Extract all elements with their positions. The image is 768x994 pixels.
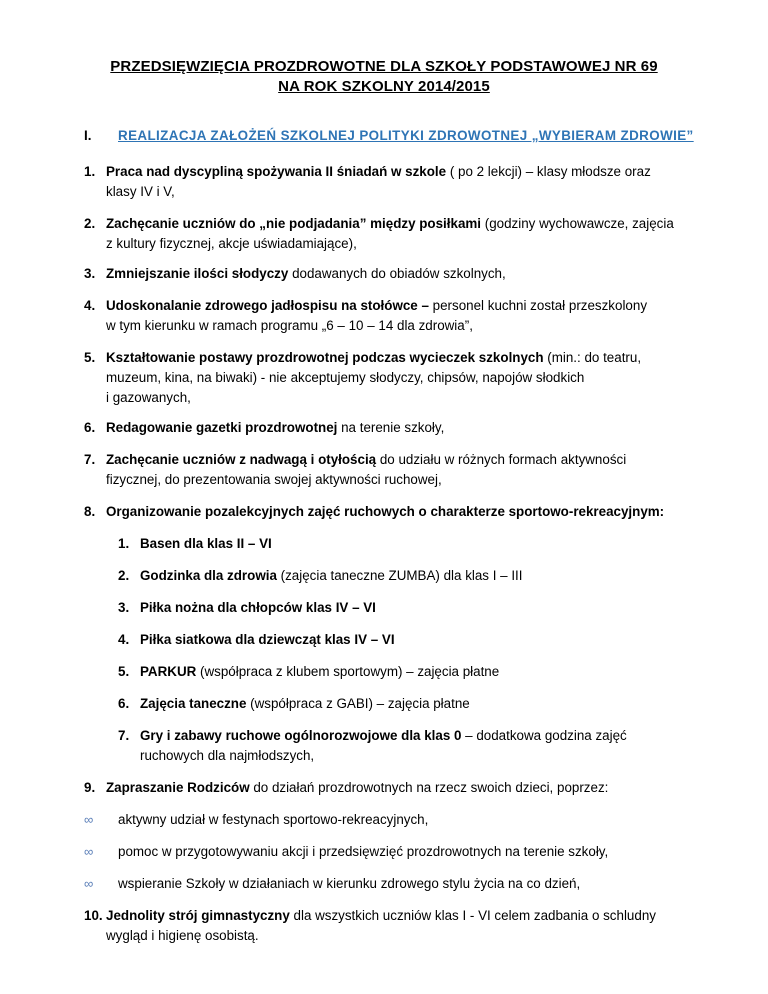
sub-item-bold-text: Piłka nożna dla chłopców klas IV – VI (140, 600, 376, 615)
infinity-bullet-icon: ∞ (84, 844, 94, 859)
sub-item-text-line2: ruchowych dla najmłodszych, (140, 748, 315, 763)
list-item-1 (84, 162, 724, 202)
sub-item-text: (zajęcia taneczne ZUMBA) dla klas I – III (276, 568, 523, 583)
list-item-5 (84, 348, 724, 408)
infinity-bullet-icon: ∞ (84, 812, 94, 827)
item-bold-text: Udoskonalanie zdrowego jadłospisu na stołówce – (106, 298, 429, 313)
section-heading (84, 128, 694, 143)
item-bold-text: Organizowanie pozalekcyjnych zajęć ruchowych o charakterze sportowo-rekreacyjnym: (106, 504, 665, 519)
sub-item-number: 7. (118, 728, 130, 743)
item-number: 10. (84, 908, 103, 923)
item-text: na terenie szkoły, (337, 420, 445, 435)
sub-item-bold-text: Basen dla klas II – VI (140, 536, 272, 551)
infinity-bullet-icon: ∞ (84, 876, 94, 891)
sub-item-bold-text: Zajęcia taneczne (140, 696, 247, 711)
list-item-8 (84, 502, 724, 522)
bullet-text: pomoc w przygotowywaniu akcji i przedsięwzięć prozdrowotnych na terenie szkoły, (118, 844, 609, 859)
sub-item-bold-text: Gry i zabawy ruchowe ogólnorozwojowe dla klas 0 (140, 728, 462, 743)
item-bold-text: Zmniejszanie ilości słodyczy (106, 266, 289, 281)
sub-item-6 (118, 694, 698, 714)
item-text: do działań prozdrowotnych na rzecz swoich dzieci, poprzez: (249, 780, 609, 795)
item-text-line2: wygląd i higienę osobistą. (106, 928, 259, 943)
section-number: I. (84, 128, 92, 143)
sub-item-number: 6. (118, 696, 130, 711)
item-text: personel kuchni został przeszkolony (428, 298, 648, 313)
item-number: 4. (84, 298, 96, 313)
item-text-line2: w tym kierunku w ramach programu „6 – 10 – 14 dla zdrowia”, (106, 318, 473, 333)
title-line-1: PRZEDSIĘWZIĘCIA PROZDROWOTNE DLA SZKOŁY PODSTAWOWEJ NR 69 (110, 58, 658, 75)
bullet-item-2 (84, 842, 724, 862)
item-bold-text: Kształtowanie postawy prozdrowotnej podczas wycieczek szkolnych (106, 350, 544, 365)
item-text: (min.: do teatru, (543, 350, 642, 365)
sub-item-2 (118, 566, 698, 586)
item-text-line2: muzeum, kina, na biwaki) - nie akceptujemy słodyczy, chipsów, napojów słodkich (106, 370, 585, 385)
item-text-line2: fizycznej, do prezentowania swojej aktywności ruchowej, (106, 472, 442, 487)
item-bold-text: Praca nad dyscypliną spożywania II śniadań w szkole (106, 164, 447, 179)
sub-item-number: 4. (118, 632, 130, 647)
sub-item-number: 1. (118, 536, 130, 551)
list-item-4 (84, 296, 724, 336)
list-item-7 (84, 450, 724, 490)
sub-item-bold-text: Godzinka dla zdrowia (140, 568, 277, 583)
item-text: dodawanych do obiadów szkolnych, (288, 266, 506, 281)
sub-item-7 (118, 726, 698, 766)
item-bold-text: Redagowanie gazetki prozdrowotnej (106, 420, 338, 435)
list-item-6 (84, 418, 724, 438)
item-number: 8. (84, 504, 96, 519)
sub-item-number: 3. (118, 600, 130, 615)
item-text-line2: klasy IV i V, (106, 184, 175, 199)
item-bold-text: Zachęcanie uczniów do „nie podjadania” między posiłkami (106, 216, 482, 231)
item-number: 6. (84, 420, 96, 435)
sub-item-number: 2. (118, 568, 130, 583)
bullet-item-1 (84, 810, 724, 830)
item-text: ( po 2 lekcji) – klasy młodsze oraz (446, 164, 651, 179)
item-number: 3. (84, 266, 96, 281)
item-text-line2: z kultury fizycznej, akcje uświadamiające), (106, 236, 357, 251)
sub-item-text: (współpraca z GABI) – zajęcia płatne (246, 696, 470, 711)
item-bold-text: Jednolity strój gimnastyczny (106, 908, 290, 923)
item-number: 5. (84, 350, 96, 365)
bullet-text: wspieranie Szkoły w działaniach w kierunku zdrowego stylu życia na co dzień, (118, 876, 581, 891)
sub-item-4 (118, 630, 698, 650)
item-number: 7. (84, 452, 96, 467)
item-text: dla wszystkich uczniów klas I - VI celem zadbania o schludny (289, 908, 656, 923)
sub-item-bold-text: PARKUR (140, 664, 197, 679)
item-number: 2. (84, 216, 96, 231)
item-bold-text: Zapraszanie Rodziców (106, 780, 250, 795)
bullet-item-3 (84, 874, 724, 894)
item-text-line3: i gazowanych, (106, 390, 191, 405)
sub-item-bold-text: Piłka siatkowa dla dziewcząt klas IV – VI (140, 632, 395, 647)
list-item-3 (84, 264, 724, 284)
item-text: do udziału w różnych formach aktywności (376, 452, 627, 467)
section-title-link[interactable]: REALIZACJA ZAŁOŻEŃ SZKOLNEJ POLITYKI ZDROWOTNEJ „WYBIERAM ZDROWIE” (118, 128, 694, 143)
sub-item-1 (118, 534, 698, 554)
sub-item-5 (118, 662, 698, 682)
sub-item-text: – dodatkowa godzina zajęć (461, 728, 627, 743)
item-number: 9. (84, 780, 96, 795)
item-bold-text: Zachęcanie uczniów z nadwagą i otyłością (106, 452, 377, 467)
item-number: 1. (84, 164, 96, 179)
list-item-10 (84, 906, 744, 946)
title-line-2: NA ROK SZKOLNY 2014/2015 (278, 78, 490, 95)
sub-item-text: (współpraca z klubem sportowym) – zajęcia płatne (196, 664, 500, 679)
bullet-text: aktywny udział w festynach sportowo-rekreacyjnych, (118, 812, 429, 827)
sub-item-3 (118, 598, 698, 618)
list-item-2 (84, 214, 724, 254)
list-item-9 (84, 778, 724, 798)
sub-item-number: 5. (118, 664, 130, 679)
item-text: (godziny wychowawcze, zajęcia (481, 216, 674, 231)
